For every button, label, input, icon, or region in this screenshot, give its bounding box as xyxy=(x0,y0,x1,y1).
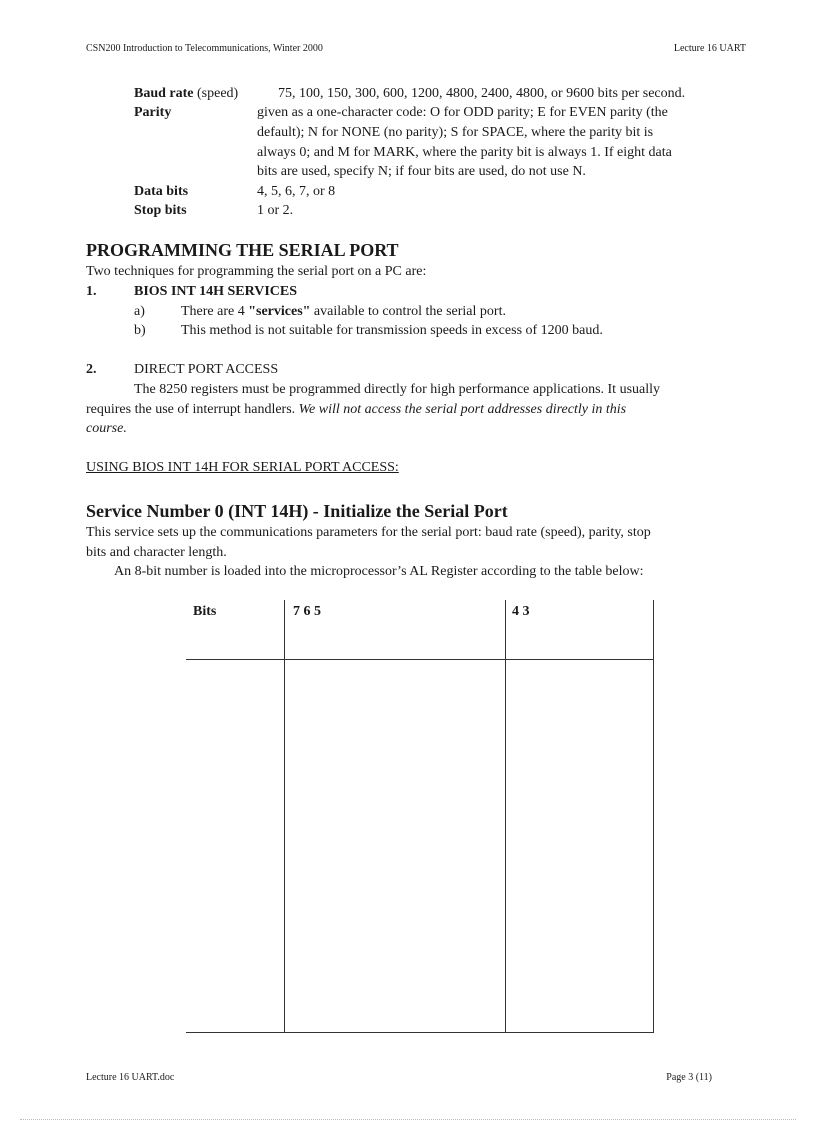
sublist-item-a-pre: There are 4 xyxy=(181,304,249,319)
param-stopbits-label: Stop bits xyxy=(134,203,187,218)
service-text: This service sets up the communications parameters for the serial port: baud rate (speed), parity, stop xyxy=(86,525,651,540)
param-baud-name: Baud rate xyxy=(134,86,194,101)
paragraph-line xyxy=(86,402,626,418)
param-parity-line: default); N for NONE (no parity); S for SPACE, where the parity bit is xyxy=(257,125,654,140)
section-heading-programming: PROGRAMMING THE SERIAL PORT xyxy=(86,240,399,260)
sublist-item-a xyxy=(181,304,506,320)
list-number: 1. xyxy=(86,284,97,299)
page-footer-left: Lecture 16 UART.doc xyxy=(86,1072,175,1083)
page-footer-right: Page 3 (11) xyxy=(666,1072,712,1083)
sublist-label-b: b) xyxy=(134,323,146,338)
bits-table xyxy=(186,600,654,1033)
table-header-765: 7 6 5 xyxy=(293,604,321,619)
table-bottom-rule xyxy=(186,1032,654,1033)
service-heading: Service Number 0 (INT 14H) - Initialize the Serial Port xyxy=(86,501,508,521)
param-parity-line: given as a one-character code: O for ODD parity; E for EVEN parity (the xyxy=(257,105,668,120)
table-divider xyxy=(284,600,285,1033)
param-baud-value: 75, 100, 150, 300, 600, 1200, 4800, 2400, 4800, or 9600 bits per second. xyxy=(278,86,686,101)
param-databits-label: Data bits xyxy=(134,184,189,199)
param-stopbits-value: 1 or 2. xyxy=(257,203,294,218)
paragraph-line: The 8250 registers must be programmed directly for high performance applications. It usually xyxy=(134,382,661,397)
list-item-title-direct: DIRECT PORT ACCESS xyxy=(134,362,279,377)
table-divider xyxy=(653,600,654,1033)
table-header-rule xyxy=(186,659,654,660)
service-text: An 8-bit number is loaded into the microprocessor’s AL Register according to the table below: xyxy=(114,564,644,579)
table-header-43: 4 3 xyxy=(512,604,530,619)
list-item-title-bios: BIOS INT 14H SERVICES xyxy=(134,284,298,299)
param-parity-line: always 0; and M for MARK, where the parity bit is always 1. If eight data xyxy=(257,145,672,160)
section-intro: Two techniques for programming the serial port on a PC are: xyxy=(86,264,427,279)
sublist-label-a: a) xyxy=(134,304,145,319)
param-parity-label: Parity xyxy=(134,105,172,120)
param-baud-label xyxy=(134,86,238,102)
param-parity-line: bits are used, specify N; if four bits are used, do not use N. xyxy=(257,164,586,179)
sublist-item-a-post: available to control the serial port. xyxy=(310,304,506,319)
page-header-right: Lecture 16 UART xyxy=(673,43,746,54)
list-number: 2. xyxy=(86,362,97,377)
paragraph-italic: course. xyxy=(86,421,127,436)
section-heading-using-bios: USING BIOS INT 14H FOR SERIAL PORT ACCESS: xyxy=(86,460,399,475)
param-databits-value: 4, 5, 6, 7, or 8 xyxy=(257,184,336,199)
page-edge-divider xyxy=(20,1119,796,1120)
table-header-bits: Bits xyxy=(193,604,217,619)
table-divider xyxy=(505,600,506,1033)
services-emphasis: "services" xyxy=(248,304,311,319)
paragraph-italic: We will not access the serial port addresses directly in this xyxy=(298,402,627,417)
service-text: bits and character length. xyxy=(86,545,227,560)
page-header-left: CSN200 Introduction to Telecommunications, Winter 2000 xyxy=(86,43,323,54)
param-baud-suffix: (speed) xyxy=(193,86,239,101)
paragraph-text: requires the use of interrupt handlers. xyxy=(86,402,299,417)
sublist-item-b: This method is not suitable for transmission speeds in excess of 1200 baud. xyxy=(181,323,603,338)
